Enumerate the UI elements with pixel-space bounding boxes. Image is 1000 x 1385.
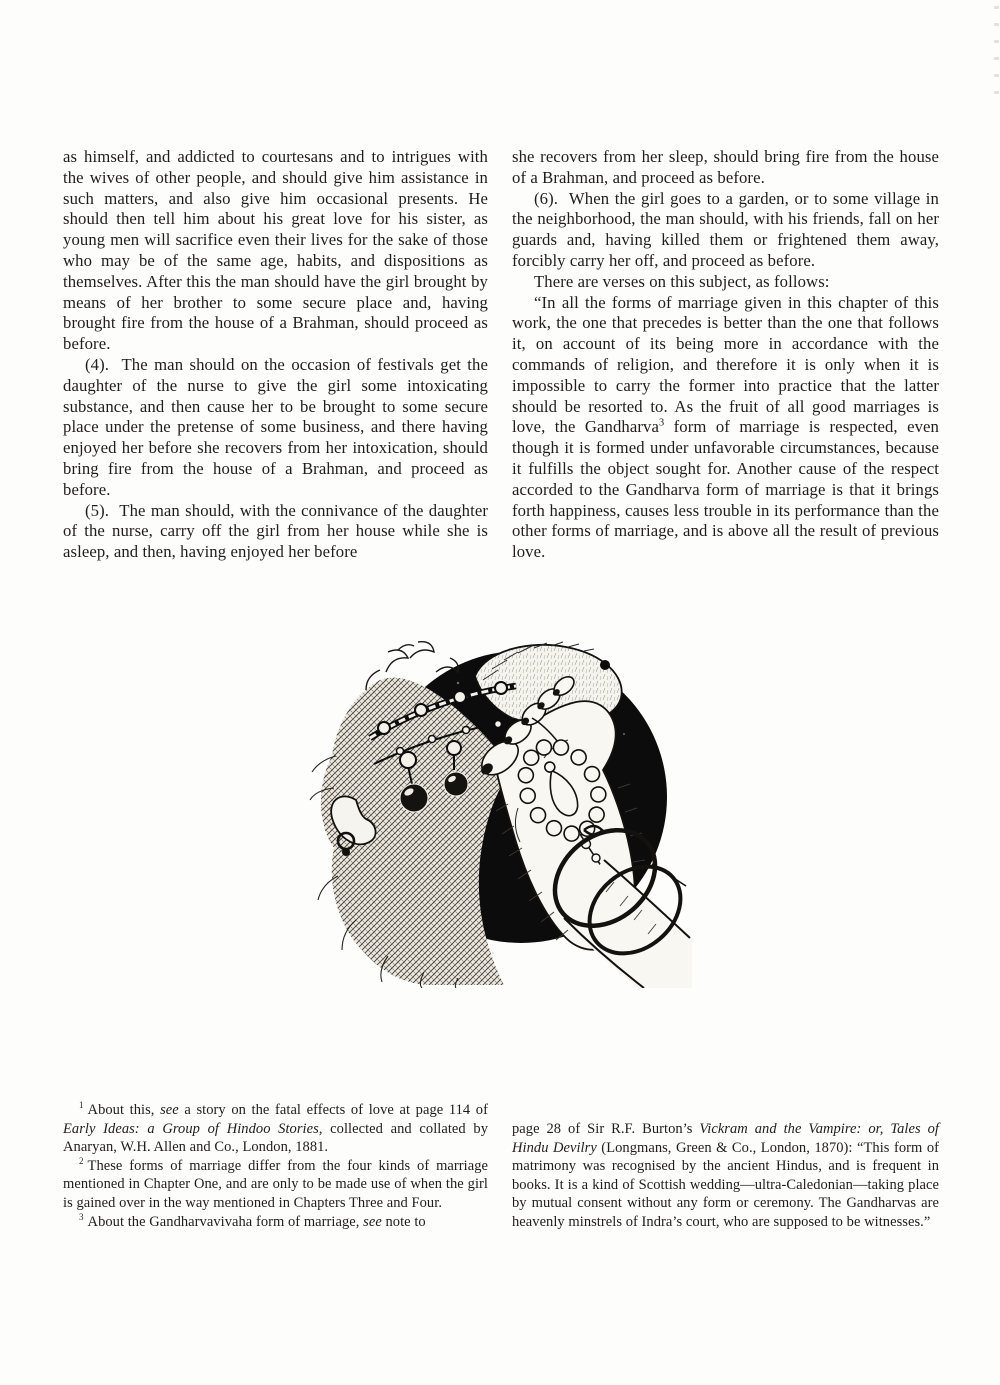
footnotes-left-column: [63, 1101, 488, 1231]
footnote-text: (Longmans, Green & Co., London, 1870): “This form of matrimony was recognised by the ancient Hindus, and is frequent in books. It is a kind of Scottish wedding—ultra-Caledonian—taking place by mutual consent without any form or ceremony. The Gandharvas are heavenly minstrels of Indra’s court, who are supposed to be witnesses.”: [512, 1139, 939, 1230]
footnote-2-marker: 2: [79, 1155, 84, 1166]
quote-text: “In all the forms of marriage given in this chapter of this work, the one that precedes is better than the one that follows it, on account of its being more in accordance with the commands of religion, and therefore it is only when it is impossible to carry the former into practice that the latter should be resorted to. As the fruit of all good marriages is love, the Gandharva: [512, 292, 939, 437]
footnote-text: About this,: [87, 1102, 161, 1118]
footnote-1: [63, 1101, 488, 1157]
body-paragraph-continued: she recovers from her sleep, should bring fire from the house of a Brahman, and proceed as before.: [512, 147, 939, 187]
body-paragraph-verses-intro: There are verses on this subject, as follows:: [534, 271, 830, 291]
emphasis-see: see: [363, 1213, 382, 1230]
book-title: Vickram and the Vampire: or, Tales of Hindu Devilry: [512, 1121, 939, 1156]
footnote-text: note to: [381, 1213, 426, 1230]
earring-bead: [342, 848, 350, 856]
footnote-text: a story on the fatal effects of love at page 114 of: [178, 1102, 488, 1118]
body-paragraph: as himself, and addicted to courtesans and to intrigues with the wives of other people, and should give him assistance in such matters, and also give him occasional presents. He should then tell him about his great love for his sister, as young men will sacrifice even their lives for the sake of those who may be of the same age, habits, and dispositions as themselves. After this the man should have the girl brought by means of her brother to some secure place and, having brought fire from the house of a Brahman, should proceed as before.: [63, 147, 488, 354]
footnote-text: , collected and collated by Anaryan, W.H. Allen and Co., London, 1881.: [63, 1120, 488, 1156]
left-text-column: [63, 147, 488, 563]
illustration-svg: [308, 638, 692, 988]
stray-wisp: [652, 864, 686, 886]
body-paragraph-4: (4). The man should on the occasion of festivals get the daughter of the nurse to give the girl some intoxicating substance, and then cause her to be brought to some secure place under the pretense of some business, and there having enjoyed her before she recovers from her intoxication, should bring fire from the house of a Brahman, and proceed as before.: [63, 354, 488, 499]
emphasis-see: see: [160, 1102, 179, 1118]
footnote-text: These forms of marriage differ from the four kinds of marriage mentioned in Chapter One, and are only to be made use of when the girl is gained over in the way mentioned in Chapters Three and Four.: [63, 1157, 488, 1211]
footnote-text: About the Gandharvavivaha form of marriage,: [87, 1213, 364, 1230]
footnote-3: [63, 1213, 488, 1232]
footnote-3-marker: 3: [79, 1211, 84, 1222]
body-paragraph-6: (6). When the girl goes to a garden, or to some village in the neighborhood, the man should, with his friends, fall on her guards and, having killed them or frightened them away, forcibly carry her off, and proceed as before.: [512, 188, 939, 270]
footnote-1-marker: 1: [79, 1100, 84, 1111]
body-paragraph-5: (5). The man should, with the connivance of the daughter of the nurse, carry off the girl from her house while she is asleep, and then, having enjoyed her before: [63, 500, 488, 562]
footnote-text: page 28 of Sir R.F. Burton’s: [512, 1121, 700, 1137]
quote-text: form of marriage is respected, even though it is formed under unfavorable circumstances, because it fulfills the object sought for. Another cause of the respect accorded to the Gandharva form of marriage is that it brings forth happiness, causes less trouble in its performance than the other forms of marriage, and is above all the result of previous love.: [512, 417, 939, 562]
illustration-jewelled-foot-on-head: [308, 638, 692, 988]
footnote-3-continuation: [512, 1120, 939, 1232]
scan-artifacts: [992, 6, 1000, 108]
body-paragraph-quote: [512, 293, 939, 563]
right-text-column: [512, 147, 939, 563]
book-title: Early Ideas: a Group of Hindoo Stories: [63, 1120, 319, 1137]
footnote-2: [63, 1157, 488, 1213]
footnotes-right-column: [512, 1120, 939, 1232]
footnote-reference-3: 3: [658, 417, 665, 429]
